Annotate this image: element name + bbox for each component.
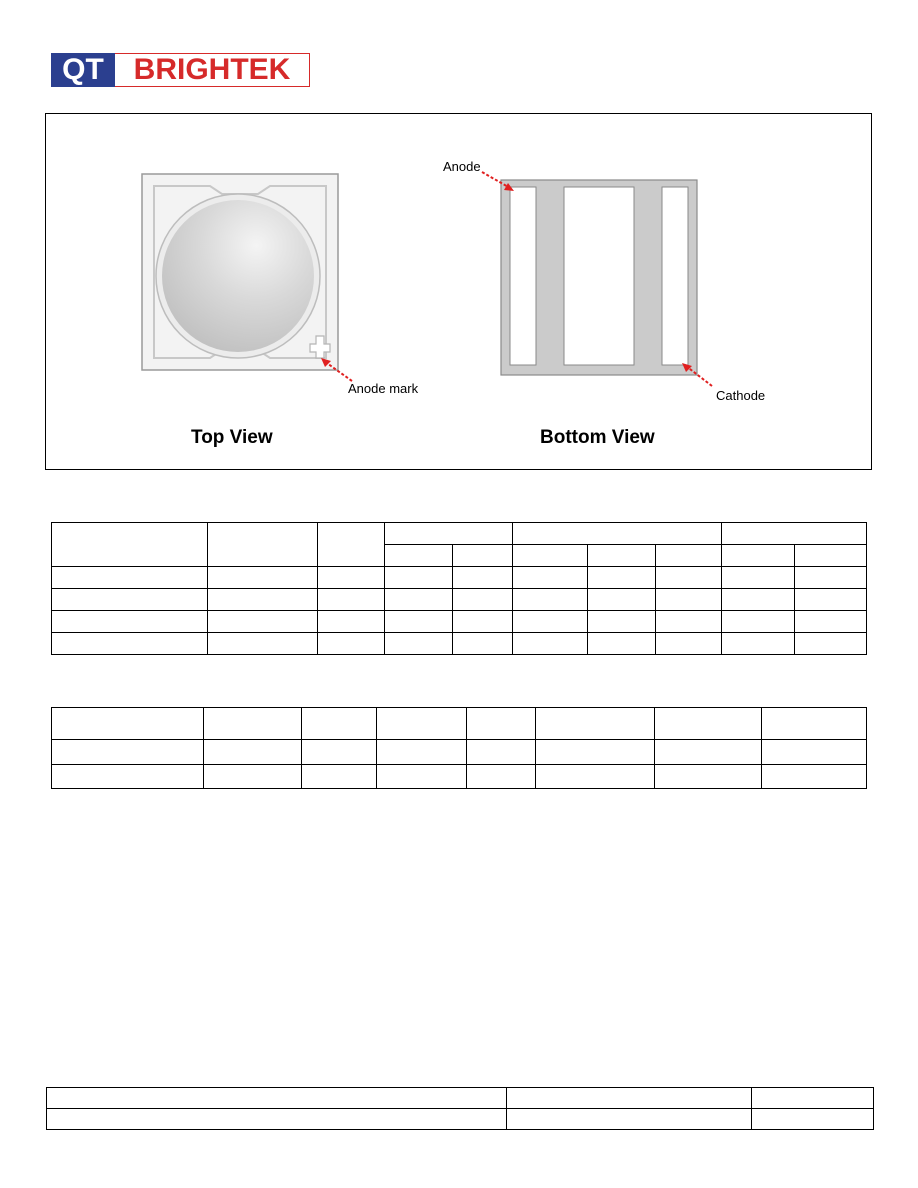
table-row [52, 633, 867, 655]
table-cell [377, 740, 467, 765]
table-cell [762, 708, 867, 740]
table-cell [453, 611, 513, 633]
company-logo [51, 53, 310, 87]
table-cell [795, 611, 867, 633]
footer-row [47, 1088, 874, 1109]
table-cell [507, 1109, 752, 1130]
table-cell [467, 765, 536, 789]
table-cell [656, 589, 722, 611]
table-2-header-row [52, 708, 867, 740]
table-cell [513, 589, 588, 611]
table-cell [52, 740, 204, 765]
table-cell [318, 611, 385, 633]
table-cell [655, 740, 762, 765]
table-cell [208, 611, 318, 633]
table-cell [722, 611, 795, 633]
table-cell [536, 765, 655, 789]
table-cell [377, 765, 467, 789]
table-cell [52, 633, 208, 655]
table-cell [318, 633, 385, 655]
spec-table-2 [51, 707, 867, 789]
table-cell [385, 611, 453, 633]
table-cell [655, 708, 762, 740]
table-cell [588, 589, 656, 611]
table-cell [302, 740, 377, 765]
table-cell [722, 567, 795, 589]
table-cell [52, 523, 208, 567]
anode-mark-label: Anode mark [348, 381, 419, 396]
table-cell [47, 1088, 507, 1109]
table-cell [536, 708, 655, 740]
table-cell [377, 708, 467, 740]
table-row [52, 589, 867, 611]
anode-arrow [478, 168, 518, 196]
table-cell [795, 545, 867, 567]
table-cell [507, 1088, 752, 1109]
cathode-label: Cathode [716, 388, 766, 403]
table-cell [513, 611, 588, 633]
bottom-view-caption: Bottom View [540, 427, 655, 448]
bottom-view-illustration [500, 179, 698, 376]
table-cell [453, 589, 513, 611]
table-cell [536, 740, 655, 765]
footer-row [47, 1109, 874, 1130]
table-cell [204, 740, 302, 765]
table-cell [208, 523, 318, 567]
table-1-header-row [52, 523, 867, 545]
table-cell [762, 765, 867, 789]
anode-label: Anode [443, 159, 481, 174]
table-cell [588, 633, 656, 655]
table-cell [752, 1088, 874, 1109]
table-cell [752, 1109, 874, 1130]
table-cell [302, 765, 377, 789]
table-cell [208, 589, 318, 611]
table-cell [385, 589, 453, 611]
table-cell [513, 567, 588, 589]
table-cell [47, 1109, 507, 1130]
table-cell [513, 633, 588, 655]
table-row [52, 765, 867, 789]
table-cell [762, 740, 867, 765]
table-cell [656, 567, 722, 589]
table-cell [385, 567, 453, 589]
table-cell [588, 611, 656, 633]
table-row [52, 740, 867, 765]
table-cell [588, 545, 656, 567]
table-cell [385, 633, 453, 655]
table-cell [453, 633, 513, 655]
table-cell [52, 567, 208, 589]
table-cell [52, 765, 204, 789]
table-cell [656, 633, 722, 655]
table-cell [655, 765, 762, 789]
table-cell [513, 545, 588, 567]
top-view-illustration [140, 172, 340, 372]
table-cell [656, 545, 722, 567]
table-cell [318, 523, 385, 567]
cathode-arrow [678, 360, 718, 390]
table-cell [588, 567, 656, 589]
table-cell [318, 567, 385, 589]
table-cell [385, 523, 513, 545]
table-cell [385, 545, 453, 567]
table-cell [302, 708, 377, 740]
table-cell [204, 765, 302, 789]
logo-brightek: BRIGHTEK [115, 53, 310, 87]
table-cell [795, 633, 867, 655]
table-row [52, 611, 867, 633]
table-cell [453, 567, 513, 589]
table-cell [208, 633, 318, 655]
table-cell [453, 545, 513, 567]
logo-qt: QT [51, 53, 115, 87]
table-cell [467, 740, 536, 765]
footer-table [46, 1087, 874, 1130]
table-cell [795, 589, 867, 611]
table-cell [722, 523, 867, 545]
table-cell [722, 633, 795, 655]
table-cell [52, 589, 208, 611]
table-cell [52, 708, 204, 740]
table-cell [467, 708, 536, 740]
top-view-caption: Top View [191, 427, 273, 448]
spec-table-1 [51, 522, 867, 655]
table-cell [795, 567, 867, 589]
table-cell [722, 545, 795, 567]
table-row [52, 567, 867, 589]
table-cell [208, 567, 318, 589]
table-cell [513, 523, 722, 545]
table-cell [204, 708, 302, 740]
table-cell [722, 589, 795, 611]
table-cell [656, 611, 722, 633]
table-cell [52, 611, 208, 633]
table-cell [318, 589, 385, 611]
